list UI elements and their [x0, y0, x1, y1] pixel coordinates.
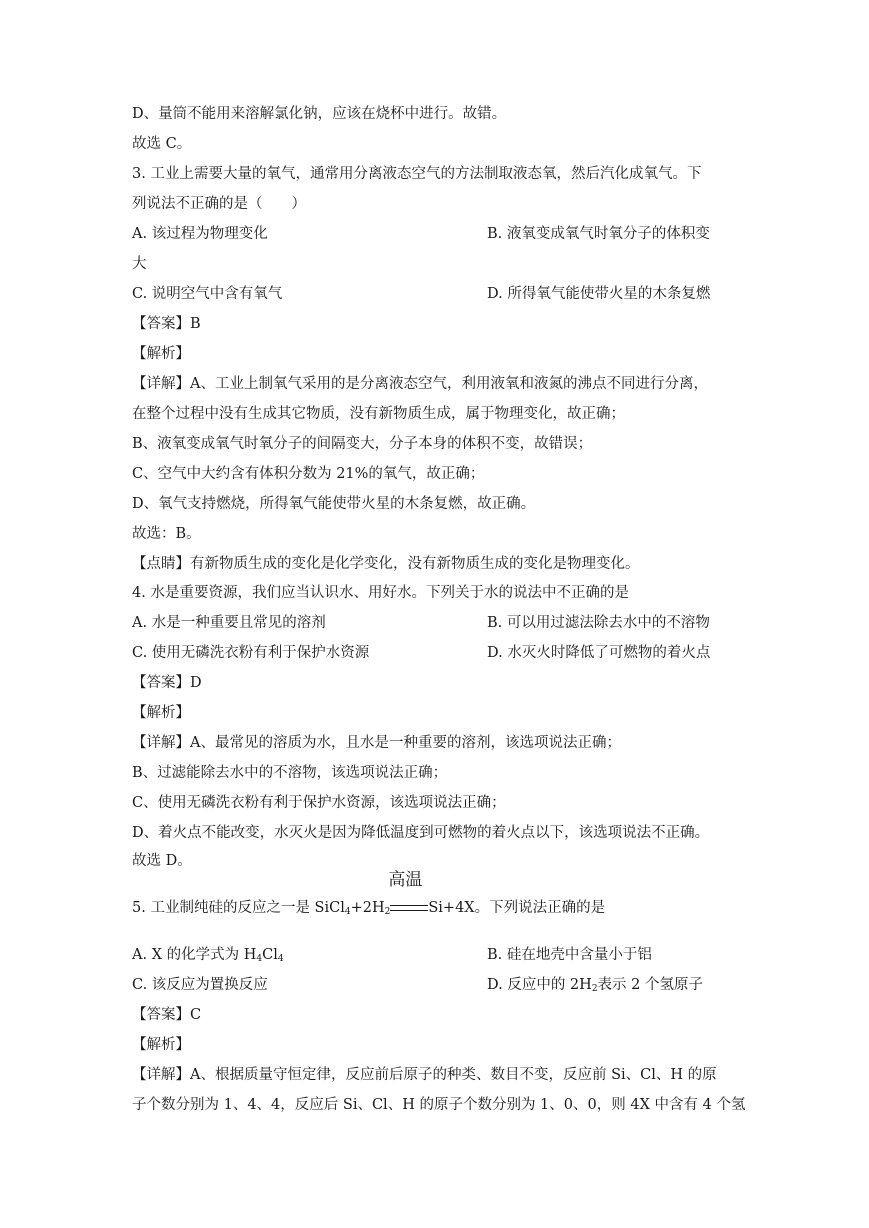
answer-line: 【答案】D: [132, 675, 202, 691]
option-c: C. 说明空气中含有氧气: [132, 286, 283, 302]
option-d-text: D. 反应中的 2H: [487, 977, 592, 993]
detail-line: C、使用无磷洗衣粉有利于保护水资源，该选项说法正确；: [132, 795, 506, 811]
detail-line: 【详解】A、工业上制氧气采用的是分离液态空气，利用液氧和液氮的沸点不同进行分离，: [132, 376, 708, 392]
detail-line: B、液氧变成氧气时氧分子的间隔变大，分子本身的体积不变，故错误；: [132, 436, 593, 452]
subscript: 4: [344, 907, 351, 917]
option-d: D. 水灭火时降低了可燃物的着火点: [487, 645, 711, 661]
reaction-equals-sign: [388, 870, 428, 918]
text-line: 故选 C。: [132, 136, 192, 152]
analysis-heading: 【解析】: [132, 1037, 190, 1053]
option-a: A. 水是一种重要且常见的溶剂: [132, 615, 326, 631]
q5-mid: +2H: [350, 900, 385, 916]
detail-line: B、过滤能除去水中的不溶物，该选项说法正确；: [132, 765, 448, 781]
detail-line: D、着火点不能改变，水灭火是因为降低温度到可燃物的着火点以下，该选项说法不正确。: [132, 825, 710, 841]
analysis-heading: 【解析】: [132, 705, 190, 721]
subscript: 2: [591, 984, 598, 994]
option-a-text: Cl: [262, 947, 278, 963]
key-point-line: 【点睛】有新物质生成的变化是化学变化，没有新物质生成的变化是物理变化。: [132, 556, 640, 572]
detail-line: 【详解】A、最常见的溶质为水，且水是一种重要的溶剂，该选项说法正确；: [132, 735, 621, 751]
choice-line: 故选 D。: [132, 853, 192, 869]
option-a: [132, 945, 284, 969]
option-d: [487, 975, 703, 999]
option-a-text: A. X 的化学式为 H: [132, 947, 257, 963]
answer-line: 【答案】C: [132, 1007, 202, 1023]
option-b: B. 硅在地壳中含量小于铝: [487, 947, 652, 963]
detail-line: C、空气中大约含有体积分数为 21%的氧气，故正确；: [132, 466, 485, 482]
double-bar: [390, 905, 428, 911]
option-c: C. 该反应为置换反应: [132, 977, 268, 993]
option-a: A. 该过程为物理变化: [132, 226, 268, 242]
detail-line: 在整个过程中没有生成其它物质，没有新物质生成，属于物理变化，故正确；: [132, 406, 625, 422]
question-3-stem: 列说法不正确的是（ ）: [132, 196, 306, 212]
q5-prefix: 5. 工业制纯硅的反应之一是 SiCl: [132, 900, 345, 916]
option-b: B. 液氧变成氧气时氧分子的体积变: [487, 226, 710, 242]
option-d: D. 所得氧气能使带火星的木条复燃: [487, 286, 711, 302]
question-3-stem: 3. 工业上需要大量的氧气，通常用分离液态空气的方法制取液态氧，然后汽化成氧气。下: [132, 166, 702, 182]
q5-suffix: Si+4X。下列说法正确的是: [428, 900, 606, 916]
detail-line: 子个数分别为 1、4、4，反应后 Si、Cl、H 的原子个数分别为 1、0、0，则 4X 中含有 4 个氢: [132, 1097, 746, 1113]
answer-line: 【答案】B: [132, 316, 201, 332]
subscript: 2: [384, 907, 391, 917]
question-4-stem: 4. 水是重要资源，我们应当认识水、用好水。下列关于水的说法中不正确的是: [132, 585, 629, 601]
detail-line: 【详解】A、根据质量守恒定律，反应前后原子的种类、数目不变，反应前 Si、Cl、H 的原: [132, 1067, 717, 1083]
choice-line: 故选：B。: [132, 526, 201, 542]
analysis-heading: 【解析】: [132, 346, 190, 362]
option-c: C. 使用无磷洗衣粉有利于保护水资源: [132, 645, 370, 661]
subscript: 4: [277, 954, 284, 964]
subscript: 4: [256, 954, 263, 964]
question-5-stem: [132, 870, 606, 922]
detail-line: D、氧气支持燃烧，所得氧气能使带火星的木条复燃，故正确。: [132, 496, 536, 512]
reaction-condition: 高温: [388, 870, 423, 890]
option-d-text: 表示 2 个氢原子: [597, 977, 703, 993]
option-b: B. 可以用过滤法除去水中的不溶物: [487, 615, 710, 631]
text-line: D、量筒不能用来溶解氯化钠，应该在烧杯中进行。故错。: [132, 106, 507, 122]
option-b-wrap: 大: [132, 256, 147, 272]
